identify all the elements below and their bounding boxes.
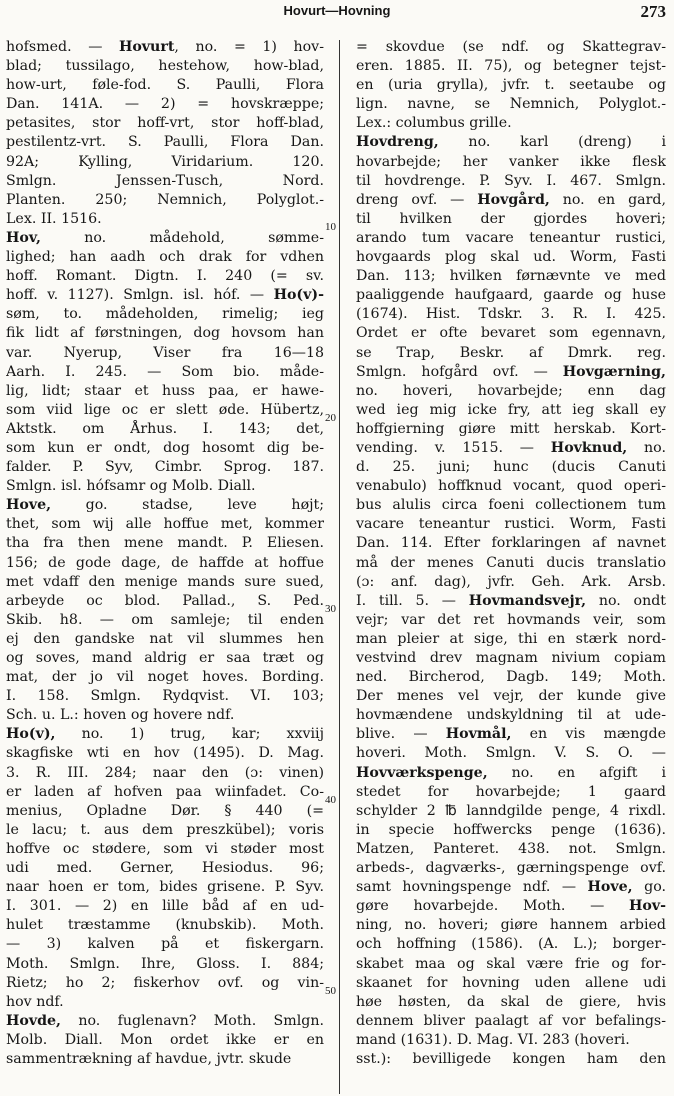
text-line: til hvilken der gjordes hoveri;: [356, 210, 666, 227]
text-line: venabulo) hoffknud vocant, quod operi-: [356, 478, 666, 495]
text-line: Der menes vel vejr, der kunde give: [356, 688, 666, 705]
text-line: Aarh. I. 245. — Som bio. måde-: [6, 363, 324, 380]
text-line: Aktstk. om Århus. I. 143; det,: [6, 420, 324, 437]
right-column: [356, 38, 666, 1094]
text-line: Moth. Smlgn. Ihre, Gloss. I. 884;: [6, 955, 324, 972]
text-line: søm, to. mådeholden, rimelig; ieg: [6, 306, 324, 323]
line-number: 30: [325, 603, 336, 615]
text-line: skabet maa og skal være frie og for-: [356, 955, 666, 972]
text-line: udi med. Gerner, Hesiodus. 96;: [6, 860, 324, 877]
text-line: (ɔ: anf. dag), jvfr. Geh. Ark. Arsb.: [356, 573, 666, 590]
text-line: se Trap, Beskr. af Dmrk. reg.: [356, 344, 666, 361]
text-line: hoveri. Moth. Smlgn. V. S. O. —: [356, 745, 666, 762]
text-line: mat, der jo vil noget hoves. Bording.: [6, 669, 324, 686]
text-line: dennem bliver paalagt af vor befalings-: [356, 1012, 666, 1029]
text-line: Dan. 141A. — 2) = hovskræppe;: [6, 96, 324, 113]
text-line: hovmændene undskyldning til at ude-: [356, 707, 666, 724]
text-line: met vdaff den menige mands sure sued,: [6, 573, 324, 590]
text-line: arbeds-, dagværks-, gærningspenge ovf.: [356, 860, 666, 877]
text-line: sst.): bevilligede kongen ham den: [356, 1050, 666, 1067]
text-line: en (uria grylla), jvfr. t. seetaube og: [356, 77, 666, 94]
text-line: lign. navne, se Nemnich, Polyglot.-: [356, 96, 666, 113]
text-line: vestvind drev magnam nivium copiam: [356, 650, 666, 666]
text-line: hoffve oc stødere, som vi støder most: [6, 840, 324, 857]
column-divider: [339, 40, 340, 1094]
text-line: Rietz; ho 2; fiskerhov ovf. og vin-: [6, 974, 324, 991]
text-line: petasites, stor hoff-vrt, stor hoff-blad,: [6, 115, 324, 132]
text-line: Lex. II. 1516.: [6, 210, 102, 227]
text-line: hoff. v. 1127). Smlgn. isl. hóf. — Ho(v)-: [6, 287, 324, 304]
text-line: Hove, go. stadse, leve højt;: [6, 497, 324, 514]
text-line: arando tum vacare teneantur rustici,: [356, 229, 666, 246]
text-line: how-urt, føle-fod. S. Paulli, Flora: [6, 77, 324, 94]
text-line: bus alulis circa foeni collectionem tum: [356, 497, 666, 514]
text-line: til hovdrenge. P. Syv. I. 467. Smlgn.: [356, 172, 666, 189]
text-line: d. 25. juni; hunc (ducis Canuti: [356, 459, 666, 476]
text-line: 92A; Kylling, Viridarium. 120.: [6, 153, 324, 170]
text-line: 3. R. III. 284; naar den (ɔ: vinen): [6, 764, 324, 781]
text-line: Skib. h8. — om samleje; til enden: [6, 611, 324, 628]
text-line: stedet for hovarbejde; 1 gaard: [356, 783, 666, 800]
text-line: er laden af hofven paa wiinfadet. Co-: [6, 783, 324, 800]
text-line: falder. P. Syv, Cimbr. Sprog. 187.: [6, 459, 324, 476]
text-line: samt hovningspenge ndf. — Hove, go.: [356, 879, 666, 896]
text-line: = skovdue (se ndf. og Skattegrav-: [356, 39, 666, 55]
text-line: sammentrækning af havdue, jvtr. skude: [6, 1050, 292, 1067]
text-line: hoffgierning giøre mitt herskab. Kort-: [356, 420, 666, 437]
text-line: pestilentz-vrt. S. Paulli, Flora Dan.: [6, 134, 324, 151]
text-line: menius, Opladne Dør. § 440 (=: [6, 802, 324, 819]
text-line: ned. Bircherod, Dagb. 149; Moth.: [356, 669, 666, 686]
text-line: in specie hoffwercks penge (1636).: [356, 821, 666, 838]
text-line: le lacu; t. aus dem preszkübel); voris: [6, 821, 324, 838]
text-line: hulet træstamme (knubskib). Moth.: [6, 917, 324, 934]
text-line: — 3) kalven på et fiskergarn.: [6, 936, 324, 953]
text-line: Hovdreng, no. karl (dreng) i: [356, 134, 666, 151]
text-line: og soves, mand aldrig er saa træt og: [6, 650, 324, 666]
text-line: vacare teneantur rustici. Worm, Fasti: [356, 516, 666, 533]
text-line: Molb. Diall. Mon ordet ikke er en: [6, 1031, 324, 1048]
text-line: 156; de gode dage, de haffde at hoffue: [6, 554, 324, 571]
text-line: Ho(v), no. 1) trug, kar; xxviij: [6, 726, 324, 743]
text-line: Planten. 250; Nemnich, Polyglot.-: [6, 191, 324, 208]
text-line: tha fra then mene mandt. P. Eliesen.: [6, 535, 324, 552]
text-line: mand (1631). D. Mag. VI. 283 (hoveri.: [356, 1031, 630, 1048]
text-line: ning, no. hoveri; giøre hannem arbied: [356, 917, 666, 934]
text-line: dreng ovf. — Hovgård, no. en gard,: [356, 191, 666, 208]
text-line: och hoffning (1586). (A. L.); borger-: [356, 936, 666, 953]
text-line: (1674). Hist. Tdskr. 3. R. I. 425.: [356, 306, 666, 323]
text-line: I. 158. Smlgn. Rydqvist. VI. 103;: [6, 688, 324, 705]
text-line: Smlgn. Jenssen-Tusch, Nord.: [6, 172, 324, 189]
text-line: eren. 1885. II. 75), og betegner tejst-: [356, 58, 666, 75]
text-line: Hovde, no. fuglenavn? Moth. Smlgn.: [6, 1012, 324, 1029]
running-head: Hovurt—Hovning: [283, 3, 391, 18]
text-line: Ordet er ofte bevaret som egennavn,: [356, 325, 666, 342]
text-line: blad; tussilago, hestehow, how-blad,: [6, 58, 324, 75]
text-line: lig, lidt; staar et huss paa, er hawe-: [6, 382, 324, 399]
text-line: Hovværkspenge, no. en afgift i: [356, 764, 666, 781]
text-line: naar hoen er tom, bides grisene. P. Syv.: [6, 879, 324, 896]
text-line: blive. — Hovmål, en vis mængde: [356, 726, 666, 743]
text-line: vending. v. 1515. — Hovknud, no.: [356, 439, 666, 456]
text-line: vejr; var det ret hovmands veir, som: [356, 611, 666, 628]
line-number: 20: [325, 412, 336, 424]
text-line: hofsmed. — Hovurt, no. = 1) hov-: [6, 39, 324, 55]
text-line: hovgaards plog skal ud. Worm, Fasti: [356, 249, 666, 266]
text-line: fik lidt af førstningen, dog hovsom han: [6, 325, 324, 342]
left-column: [6, 38, 324, 1094]
text-line: I. till. 5. — Hovmandsvejr, no. ondt: [356, 592, 666, 609]
line-number: 10: [325, 221, 336, 233]
text-line: som viid lige oc er slett øde. Hübertz,: [6, 401, 324, 418]
text-line: schylder 2 ℔ lanndgilde penge, 4 rixdl.: [356, 802, 666, 819]
text-line: ej den gandske nat vil slummes hen: [6, 630, 324, 647]
text-line: må der menes Canuti ducis translatio: [356, 554, 666, 571]
text-line: Sch. u. L.: hoven og hovere ndf.: [6, 707, 235, 724]
page-number: 273: [640, 2, 666, 21]
text-line: hovarbejde; her vanker ikke flesk: [356, 153, 666, 170]
text-line: Smlgn. hofgård ovf. — Hovgærning,: [356, 363, 666, 380]
text-line: lighed; han aadh och drak for vdhen: [6, 249, 324, 266]
text-line: thet, som wij alle hoffue met, kommer: [6, 516, 324, 533]
text-line: var. Nyerup, Viser fra 16—18: [6, 344, 324, 361]
line-number: 40: [325, 794, 336, 806]
text-line: man pleier at sige, thi en stærk nord-: [356, 630, 666, 647]
text-line: paaliggende haufgaard, gaarde og huse: [356, 287, 666, 304]
text-line: hoff. Romant. Digtn. I. 240 (= sv.: [6, 268, 324, 285]
text-line: I. 301. — 2) en lille båd af en ud-: [6, 898, 324, 915]
text-line: Matzen, Panteret. 438. not. Smlgn.: [356, 840, 666, 857]
text-line: wed ieg mig icke fry, att ieg skall ey: [356, 401, 666, 418]
text-line: som kun er ondt, dog hosomt dig be-: [6, 439, 324, 456]
text-line: skagfiske wti en hov (1495). D. Mag.: [6, 745, 324, 762]
text-line: Hov, no. mådehold, sømme-: [6, 229, 324, 246]
text-line: Lex.: columbus grille.: [356, 115, 512, 132]
page-header: [0, 0, 674, 30]
text-line: skaanet for hovning uden allene udi: [356, 974, 666, 991]
text-line: Smlgn. isl. hófsamr og Molb. Diall.: [6, 478, 256, 495]
text-line: høe høsten, da skal de giere, hvis: [356, 993, 666, 1010]
text-line: Dan. 113; hvilken førnævnte ve med: [356, 268, 666, 285]
text-line: hov ndf.: [6, 993, 64, 1010]
text-line: gøre hovarbejde. Moth. — Hov-: [356, 898, 666, 915]
line-number: 50: [325, 985, 336, 997]
text-line: no. hoveri, hovarbejde; enn dag: [356, 382, 666, 399]
text-line: arbeyde oc blod. Pallad., S. Ped.: [6, 592, 324, 609]
text-line: Dan. 114. Efter forklaringen af navnet: [356, 535, 666, 552]
